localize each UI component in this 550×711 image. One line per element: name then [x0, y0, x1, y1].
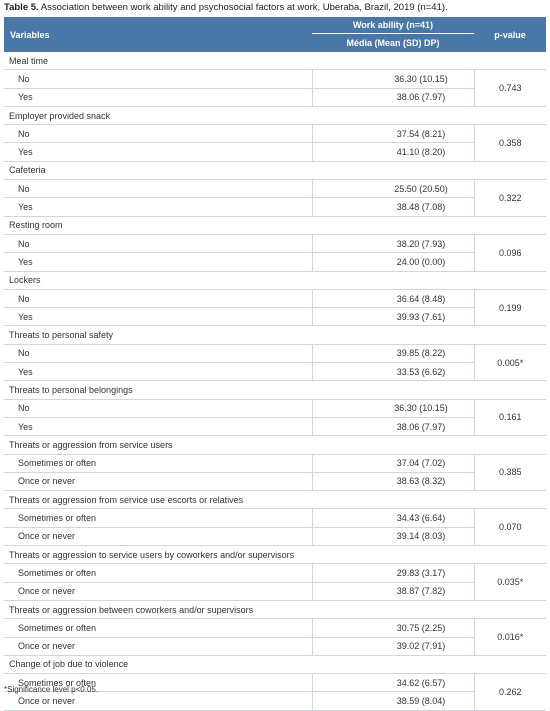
data-table — [4, 17, 546, 711]
footnote: *Significance level p<0.05. — [4, 685, 99, 694]
table-row — [4, 527, 546, 545]
row-mean-sd: 36.64 (8.48) — [312, 289, 474, 307]
p-value-cell: 0.262 — [474, 674, 546, 711]
table-row — [4, 637, 546, 655]
caption-text: Association between work ability and psychosocial factors at work, Uberaba, Brazil, 2019 (n=41). — [40, 2, 448, 13]
row-label: Once or never — [4, 472, 312, 490]
row-label: Once or never — [4, 692, 312, 710]
table-row — [4, 70, 546, 88]
table-caption — [4, 2, 448, 13]
row-mean-sd: 38.59 (8.04) — [312, 692, 474, 710]
table-row — [4, 619, 546, 637]
table-row — [4, 125, 546, 143]
group-title: Change of job due to violence — [4, 655, 546, 673]
group-title: Employer provided snack — [4, 106, 546, 124]
row-mean-sd: 36.30 (10.15) — [312, 399, 474, 417]
table-row — [4, 454, 546, 472]
header-work-ability: Work ability (n=41) — [312, 17, 474, 34]
group-title: Threats or aggression between coworkers and/or supervisors — [4, 600, 546, 618]
p-value-cell: 0.322 — [474, 180, 546, 217]
row-mean-sd: 24.00 (0.00) — [312, 253, 474, 271]
group-title: Threats or aggression from service use escorts or relatives — [4, 491, 546, 509]
group-header-row — [4, 491, 546, 509]
group-header-row — [4, 436, 546, 454]
group-header-row — [4, 326, 546, 344]
row-label: Once or never — [4, 582, 312, 600]
row-mean-sd: 30.75 (2.25) — [312, 619, 474, 637]
row-label: No — [4, 180, 312, 198]
row-label: Yes — [4, 143, 312, 161]
row-mean-sd: 25.50 (20.50) — [312, 180, 474, 198]
table-row — [4, 564, 546, 582]
table-row — [4, 472, 546, 490]
table-row — [4, 234, 546, 252]
row-label: Sometimes or often — [4, 509, 312, 527]
p-value-cell: 0.743 — [474, 70, 546, 107]
row-mean-sd: 39.93 (7.61) — [312, 308, 474, 326]
table-row — [4, 143, 546, 161]
row-mean-sd: 34.43 (6.64) — [312, 509, 474, 527]
group-header-row — [4, 655, 546, 673]
row-mean-sd: 38.48 (7.08) — [312, 198, 474, 216]
table-row — [4, 692, 546, 710]
row-mean-sd: 38.87 (7.82) — [312, 582, 474, 600]
group-header-row — [4, 216, 546, 234]
table-row — [4, 180, 546, 198]
row-label: Sometimes or often — [4, 454, 312, 472]
table-row — [4, 344, 546, 362]
row-label: Once or never — [4, 527, 312, 545]
row-mean-sd: 34.62 (6.57) — [312, 674, 474, 692]
p-value-cell: 0.161 — [474, 399, 546, 436]
row-mean-sd: 38.63 (8.32) — [312, 472, 474, 490]
group-header-row — [4, 161, 546, 179]
group-header-row — [4, 546, 546, 564]
p-value-cell: 0.035* — [474, 564, 546, 601]
group-header-row — [4, 106, 546, 124]
table-row — [4, 253, 546, 271]
table-row — [4, 399, 546, 417]
group-title: Meal time — [4, 52, 546, 70]
row-mean-sd: 41.10 (8.20) — [312, 143, 474, 161]
p-value-cell: 0.096 — [474, 234, 546, 271]
caption-label: Table 5. — [4, 2, 39, 13]
row-mean-sd: 37.04 (7.02) — [312, 454, 474, 472]
table-row — [4, 509, 546, 527]
table-row — [4, 198, 546, 216]
group-header-row — [4, 381, 546, 399]
row-label: Sometimes or often — [4, 674, 312, 692]
row-mean-sd: 37.54 (8.21) — [312, 125, 474, 143]
group-title: Lockers — [4, 271, 546, 289]
row-mean-sd: 38.06 (7.97) — [312, 417, 474, 435]
table-row — [4, 582, 546, 600]
row-label: Yes — [4, 417, 312, 435]
group-title: Threats to personal safety — [4, 326, 546, 344]
table-row — [4, 308, 546, 326]
p-value-cell: 0.199 — [474, 289, 546, 326]
group-title: Threats to personal belongings — [4, 381, 546, 399]
row-mean-sd: 38.20 (7.93) — [312, 234, 474, 252]
header-p-value: p-value — [474, 17, 546, 52]
p-value-cell: 0.358 — [474, 125, 546, 162]
row-label: Once or never — [4, 637, 312, 655]
group-header-row — [4, 271, 546, 289]
table-row — [4, 417, 546, 435]
group-title: Threats or aggression from service users — [4, 436, 546, 454]
row-label: Sometimes or often — [4, 619, 312, 637]
row-mean-sd: 39.14 (8.03) — [312, 527, 474, 545]
row-mean-sd: 39.85 (8.22) — [312, 344, 474, 362]
header-mean-sd: Média (Mean (SD) DP) — [312, 34, 474, 53]
row-label: Yes — [4, 308, 312, 326]
row-mean-sd: 29.83 (3.17) — [312, 564, 474, 582]
p-value-cell: 0.005* — [474, 344, 546, 381]
row-label: No — [4, 344, 312, 362]
table-row — [4, 289, 546, 307]
row-label: Yes — [4, 363, 312, 381]
table-row — [4, 88, 546, 106]
row-mean-sd: 39.02 (7.91) — [312, 637, 474, 655]
row-label: No — [4, 399, 312, 417]
row-label: No — [4, 289, 312, 307]
row-mean-sd: 33.53 (6.62) — [312, 363, 474, 381]
row-label: Yes — [4, 253, 312, 271]
table-row — [4, 363, 546, 381]
p-value-cell: 0.385 — [474, 454, 546, 491]
table-body — [4, 52, 546, 710]
p-value-cell: 0.016* — [474, 619, 546, 656]
row-mean-sd: 36.30 (10.15) — [312, 70, 474, 88]
row-label: No — [4, 125, 312, 143]
row-mean-sd: 38.06 (7.97) — [312, 88, 474, 106]
group-header-row — [4, 600, 546, 618]
group-title: Resting room — [4, 216, 546, 234]
group-header-row — [4, 52, 546, 70]
row-label: Yes — [4, 88, 312, 106]
row-label: Yes — [4, 198, 312, 216]
group-title: Threats or aggression to service users by coworkers and/or supervisors — [4, 546, 546, 564]
row-label: No — [4, 70, 312, 88]
row-label: Sometimes or often — [4, 564, 312, 582]
p-value-cell: 0.070 — [474, 509, 546, 546]
row-label: No — [4, 234, 312, 252]
header-variables: Variables — [4, 17, 312, 52]
group-title: Cafeteria — [4, 161, 546, 179]
